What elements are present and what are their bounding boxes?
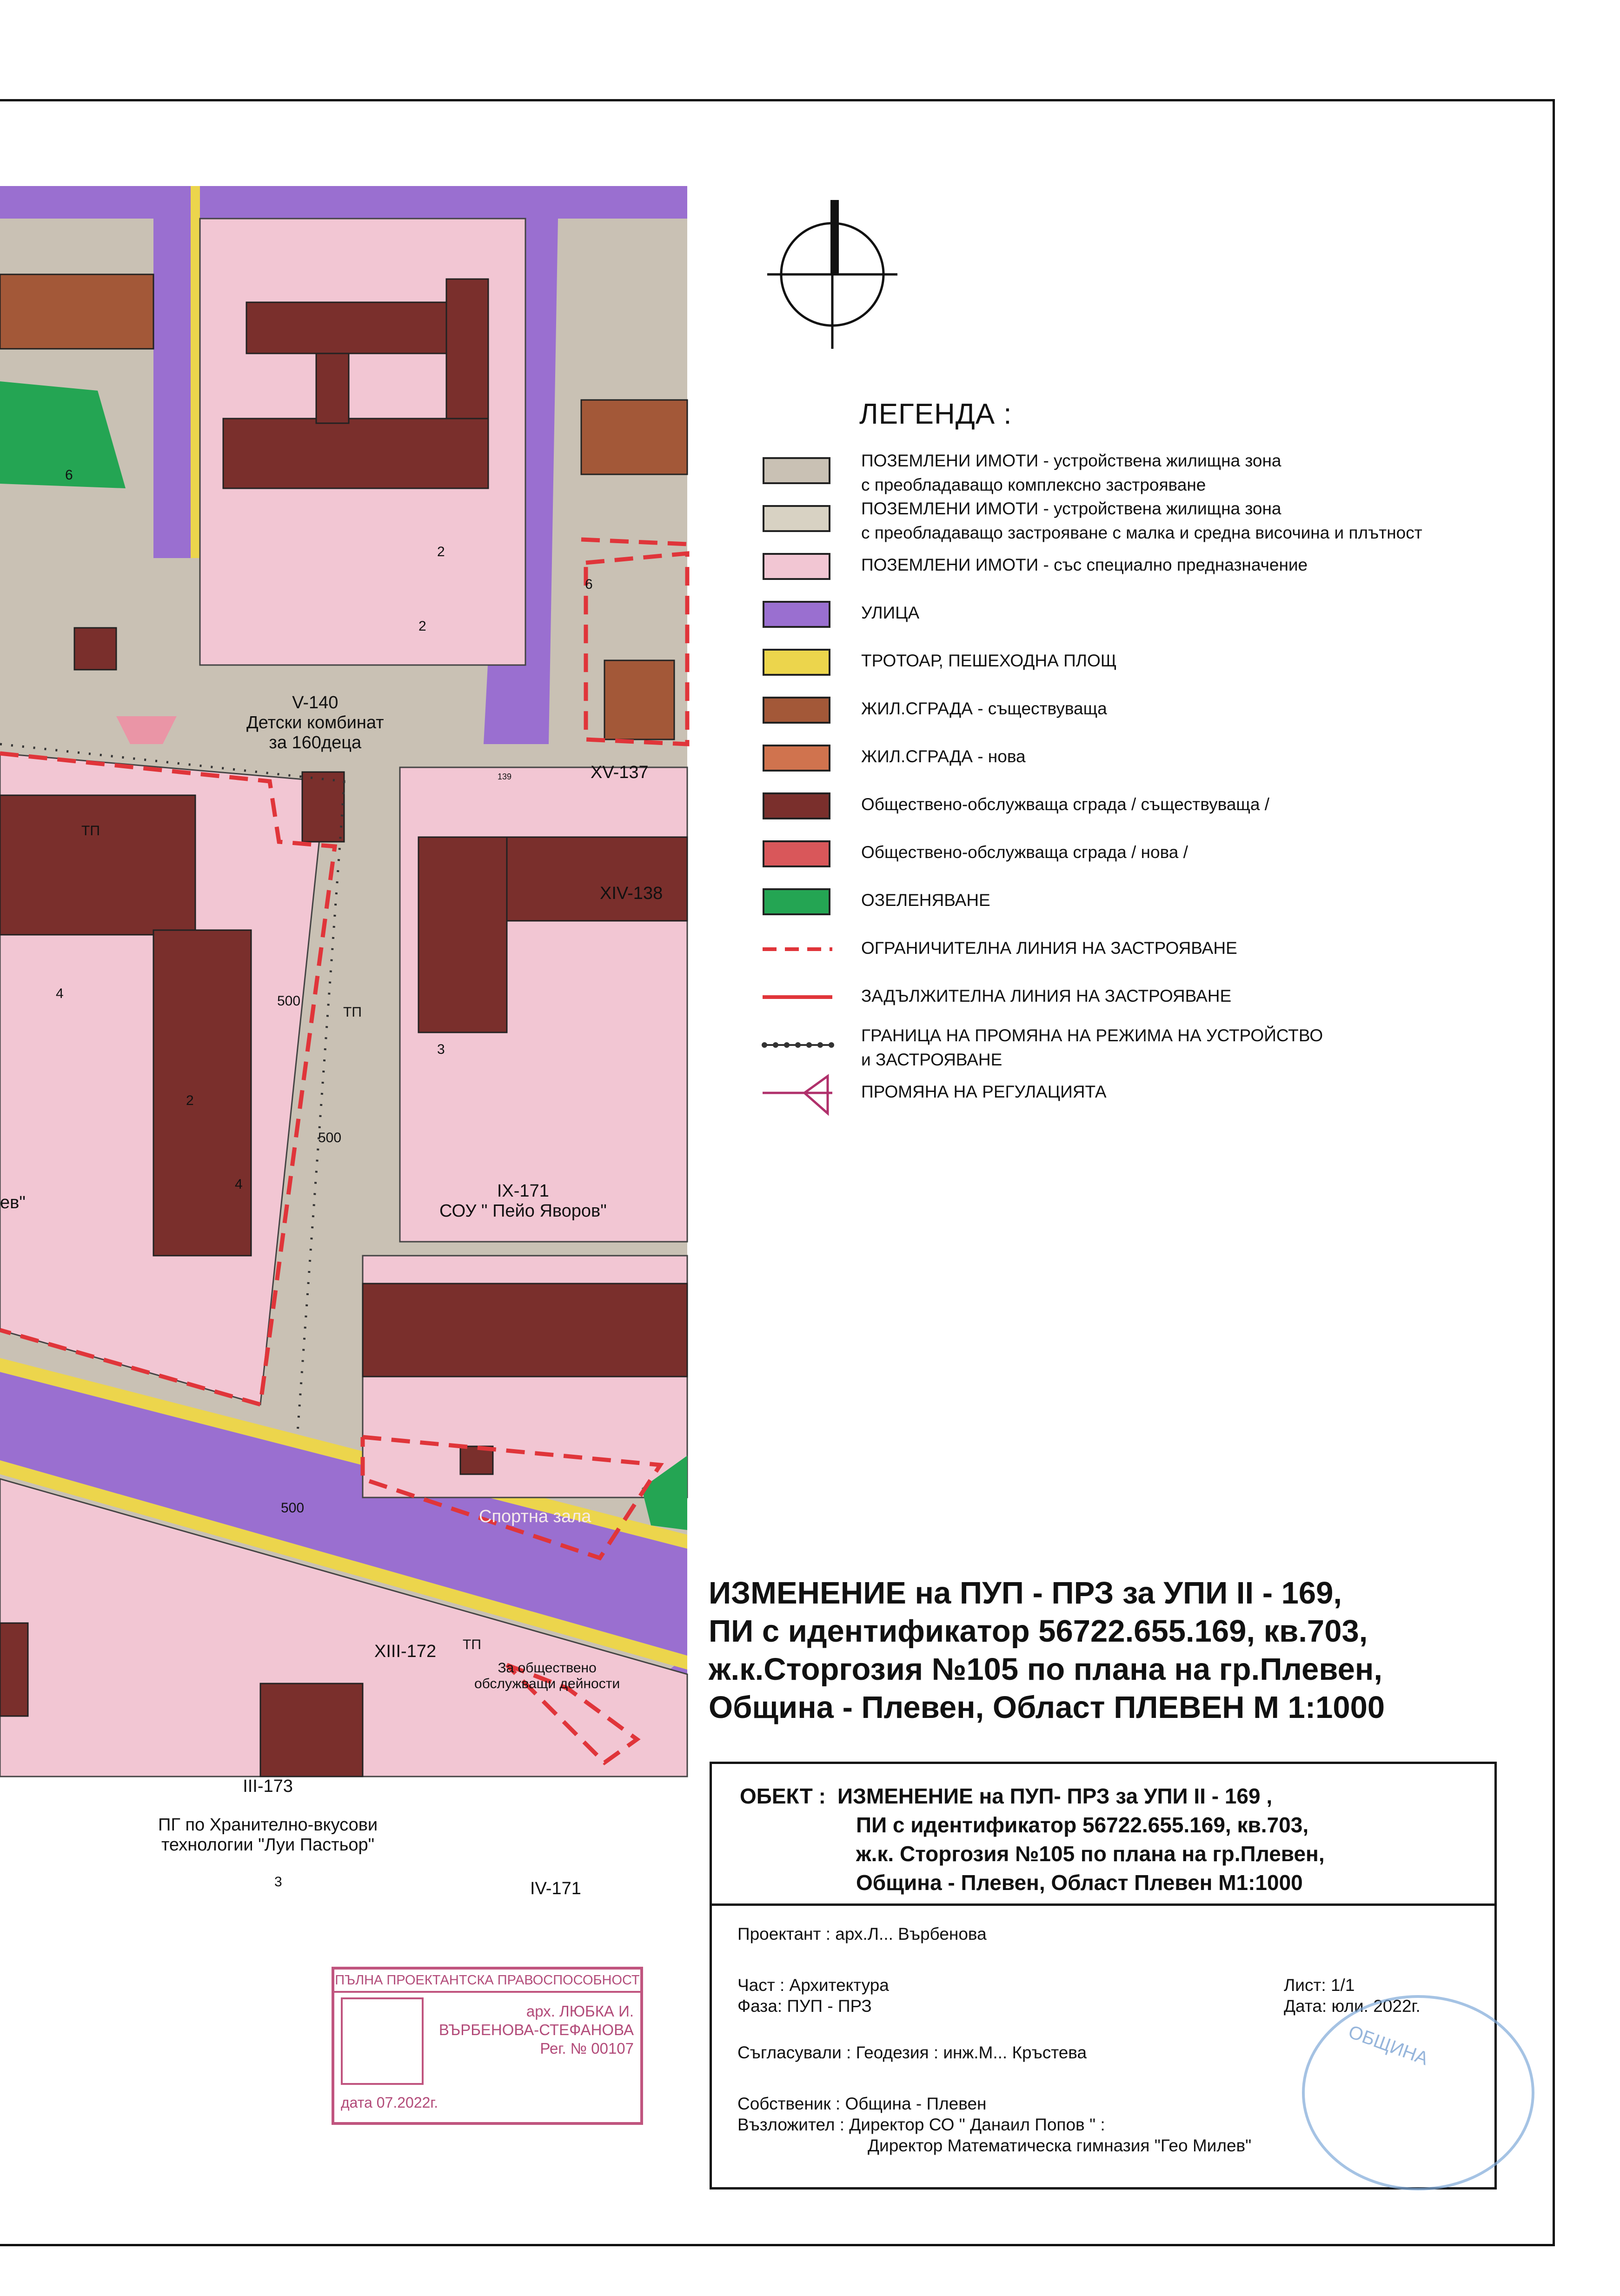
street-number: 139 (498, 772, 512, 781)
stamp-logo-icon (341, 1997, 424, 2085)
legend-symbol-icon (758, 1076, 837, 1113)
legend-swatch (763, 649, 830, 676)
legend-text: Обществено-обслужваща сграда / съществуваща / (861, 795, 1269, 814)
public-building (0, 1623, 28, 1716)
legend-swatch (763, 697, 830, 724)
public-building (74, 628, 116, 670)
legend-item (758, 837, 1548, 885)
drawing-title: ИЗМЕНЕНИЕ на ПУП - ПРЗ за УПИ II - 169, ПИ с идентификатор 56722.655.169, кв.703, ж.к.Сторгозия №105 по плана на гр.Плевен, Община - Плевен, Област ПЛЕВЕН М 1:1000 (709, 1576, 1385, 1725)
legend-text: ПОЗЕМЛЕНИ ИМОТИ - устройствена жилищна зона с преобладаващо комплексно застрояване (861, 451, 1281, 494)
legend-item (758, 741, 1548, 789)
legend-text: ПРОМЯНА НА РЕГУЛАЦИЯТА (861, 1082, 1107, 1101)
public-building (0, 795, 195, 935)
legend-text: ПОЗЕМЛЕНИ ИМОТИ - със специално предназначение (861, 555, 1308, 574)
legend (758, 453, 1548, 1124)
public-building (302, 772, 344, 842)
legend-symbol-icon (758, 932, 837, 970)
legend-title: ЛЕГЕНДА : (859, 398, 1012, 430)
plot-label-xiii172-desc: За обществено обслужващи дейности (474, 1660, 620, 1691)
public-building (418, 837, 507, 1032)
partial-name-label: ев" (0, 1193, 26, 1212)
plot-label-v140: V-140 Детски комбинат за 160деца (246, 693, 384, 752)
sports-hall-label: Спортна зала (479, 1507, 591, 1526)
legend-item (758, 693, 1548, 741)
plot-label-xv137: XV-137 (591, 763, 649, 782)
dimension-label: 500 (281, 1500, 305, 1516)
cadastral-map (0, 186, 687, 1898)
map-canvas (0, 186, 687, 1777)
legend-symbol-icon (758, 980, 837, 1018)
legend-swatch (763, 457, 830, 484)
agreed: Съгласували : Геодезия : инж.М... Кръстева (737, 2043, 1087, 2062)
residential-building (604, 660, 674, 739)
legend-swatch (763, 505, 830, 532)
sidewalk (191, 186, 200, 558)
phase: Фаза: ПУП - ПРЗ (737, 1997, 872, 2016)
residential-building (0, 274, 153, 349)
legend-item (758, 453, 1548, 501)
public-building (153, 930, 251, 1256)
legend-swatch (763, 888, 830, 915)
legend-text: ОГРАНИЧИТЕЛНА ЛИНИЯ НА ЗАСТРОЯВАНЕ (861, 938, 1237, 958)
public-building (260, 1684, 363, 1777)
legend-item (758, 549, 1548, 597)
legend-swatch (763, 553, 830, 580)
residential-building (581, 400, 687, 474)
north-arrow-icon (763, 195, 902, 353)
legend-item (758, 980, 1548, 1028)
sheet-number: Лист: 1/1 (1284, 1976, 1355, 1995)
plot-label-iv171: IV-171 (530, 1879, 581, 1898)
assigner: Възложител : Директор СО " Данаил Попов " : (737, 2115, 1105, 2134)
plot-label-xiv138: XIV-138 (600, 884, 663, 903)
public-building (246, 302, 470, 353)
legend-item (758, 932, 1548, 980)
legend-text: УЛИЦА (861, 603, 920, 622)
legend-swatch (763, 601, 830, 628)
legend-text: ТРОТОАР, ПЕШЕХОДНА ПЛОЩ (861, 651, 1117, 670)
floors-label: 4 (56, 986, 64, 1001)
legend-swatch (763, 840, 830, 867)
legend-swatch (763, 745, 830, 772)
legend-text: Обществено-обслужваща сграда / нова / (861, 843, 1188, 862)
architect-stamp: ПЪЛНА ПРОЕКТАНТСКА ПРАВОСПОСОБНОСТ арх. ЛЮБКА И. ВЪРБЕНОВА-СТЕФАНОВА Рег. № 00107 дата 07.2022г. (332, 1967, 643, 2125)
floors-label: 2 (418, 619, 426, 634)
public-building (223, 419, 488, 488)
title-block-divider (712, 1903, 1494, 1906)
municipal-seal: ОБЩИНА (1302, 1995, 1534, 2190)
plot-label-iii173: III-173 ПГ по Хранително-вкусови технологии "Луи Пастьор" (158, 1777, 378, 1855)
floors-label: 4 (235, 1177, 243, 1192)
legend-text: ЗАДЪЛЖИТЕЛНА ЛИНИЯ НА ЗАСТРОЯВАНЕ (861, 986, 1232, 1005)
legend-text: ГРАНИЦА НА ПРОМЯНА НА РЕЖИМА НА УСТРОЙСТВО и ЗАСТРОЯВАНЕ (861, 1026, 1323, 1069)
floors-label: 2 (437, 544, 445, 559)
owner: Собственик : Община - Плевен (737, 2094, 987, 2113)
legend-text: ОЗЕЛЕНЯВАНЕ (861, 891, 990, 910)
legend-item (758, 501, 1548, 549)
dimension-label: 500 (277, 993, 301, 1009)
legend-item (758, 1028, 1548, 1076)
tp-label: ТП (463, 1637, 481, 1652)
assigner-2: Директор Математическа гимназия "Гео Милев" (868, 2136, 1252, 2155)
object-description: ОБЕКТ : ИЗМЕНЕНИЕ на ПУП- ПРЗ за УПИ II - 169 , ПИ с идентификатор 56722.655.169, кв.703, ж.к. Сторгозия №105 по плана на гр.Плевен, Община - Плевен, Област Плевен М1:1000 (740, 1784, 1325, 1895)
public-building-sports-hall (363, 1284, 687, 1377)
floors-label: 6 (585, 577, 593, 592)
public-building (316, 353, 349, 423)
floors-label: 3 (437, 1042, 445, 1057)
legend-item (758, 597, 1548, 645)
legend-symbol-icon (758, 1028, 837, 1065)
floors-label: 6 (65, 467, 73, 483)
date: Дата: юли. 2022г. (1284, 1997, 1421, 2016)
plot-label-ix171: IX-171 СОУ " Пейо Яворов" (439, 1181, 607, 1221)
floors-label: 2 (186, 1093, 194, 1108)
legend-item (758, 789, 1548, 837)
floors-label: 3 (274, 1874, 282, 1890)
street-left (153, 186, 191, 558)
legend-text: ЖИЛ.СГРАДА - съществуваща (861, 699, 1107, 718)
part: Част : Архитектура (737, 1976, 889, 1995)
legend-item (758, 1076, 1548, 1124)
tp-label: ТП (81, 823, 100, 839)
legend-item (758, 645, 1548, 693)
legend-item (758, 885, 1548, 932)
tp-label: ТП (343, 1005, 362, 1020)
plot-label-xiii172: XIII-172 (374, 1642, 437, 1661)
legend-text: ПОЗЕМЛЕНИ ИМОТИ - устройствена жилищна зона с преобладаващо застрояване с малка и средна височина и плътност (861, 499, 1422, 542)
designer: Проектант : арх.Л... Върбенова (737, 1924, 987, 1943)
street-top (0, 186, 687, 219)
legend-text: ЖИЛ.СГРАДА - нова (861, 747, 1026, 766)
dimension-label: 500 (318, 1130, 342, 1145)
legend-swatch (763, 792, 830, 819)
